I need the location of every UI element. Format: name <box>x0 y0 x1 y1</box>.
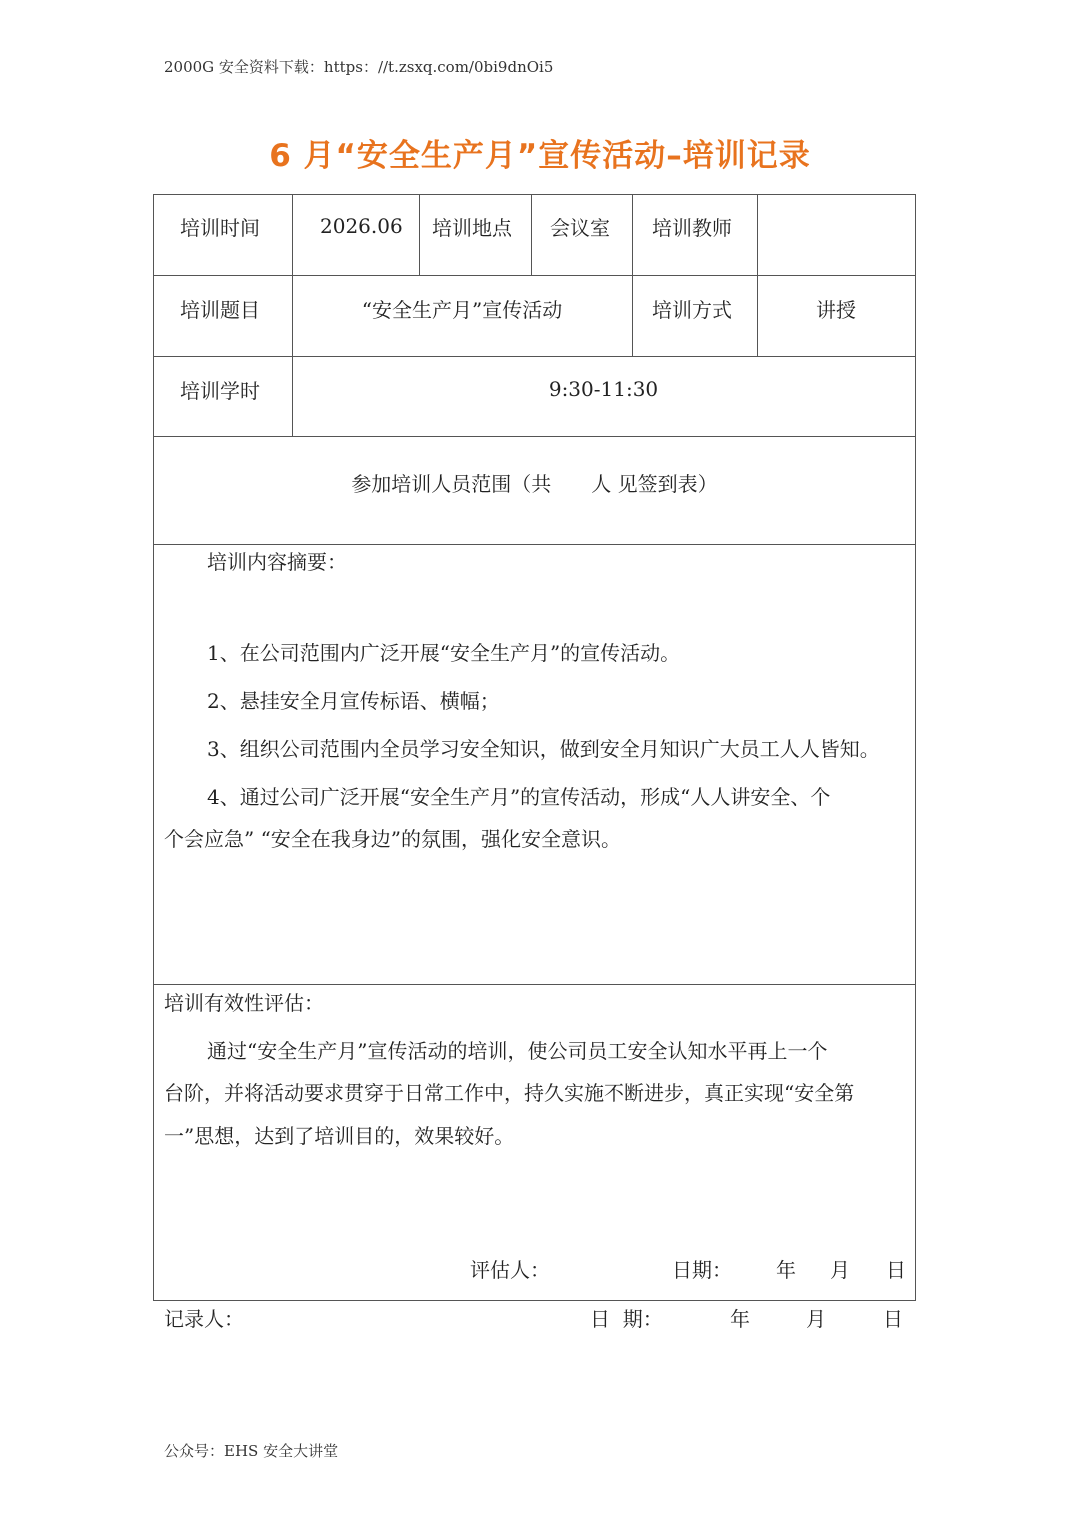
training-hours-value: 9:30-11:30 <box>548 377 659 401</box>
content-item: 1、在公司范围内广泛开展“安全生产月”的宣传活动。 <box>207 641 681 665</box>
training-place-value: 会议室 <box>550 216 610 240</box>
training-topic-label: 培训题目 <box>180 298 260 322</box>
training-method-value: 讲授 <box>816 298 856 322</box>
evaluation-line: 通过“安全生产月”宣传活动的培训，使公司员工安全认知水平再上一个 <box>207 1039 828 1063</box>
evaluator-label: 评估人： <box>470 1258 550 1282</box>
training-time-label: 培训时间 <box>180 216 260 240</box>
training-method-label: 培训方式 <box>652 298 732 322</box>
participants-scope: 参加培训人员范围（共 人 见签到表） <box>351 472 718 496</box>
content-summary-label: 培训内容摘要： <box>207 550 347 574</box>
record-date-label: 日 期： <box>590 1307 663 1331</box>
evaluation-line: 一”思想，达到了培训目的，效果较好。 <box>164 1124 515 1148</box>
evaluation-month: 月 <box>830 1258 850 1282</box>
content-item: 3、组织公司范围内全员学习安全知识，做到安全月知识广大员工人人皆知。 <box>207 737 880 761</box>
content-item: 4、通过公司广泛开展“安全生产月”的宣传活动，形成“人人讲安全、个 <box>207 785 831 809</box>
training-teacher-label: 培训教师 <box>652 216 732 240</box>
evaluation-year: 年 <box>776 1258 796 1282</box>
page-title: 6 月“安全生产月”宣传活动–培训记录 <box>269 138 811 174</box>
record-month: 月 <box>806 1307 826 1331</box>
evaluation-label: 培训有效性评估： <box>164 991 324 1015</box>
record-year: 年 <box>730 1307 750 1331</box>
evaluation-day: 日 <box>886 1258 906 1282</box>
source-header: 2000G 安全资料下载：https：//t.zsxq.com/0bi9dnOi5 <box>164 58 554 76</box>
training-topic-value: “安全生产月”宣传活动 <box>361 298 563 322</box>
content-item-continued: 个会应急” “安全在我身边”的氛围，强化安全意识。 <box>164 827 622 851</box>
recorder-label: 记录人： <box>164 1307 244 1331</box>
evaluation-date-label: 日期： <box>672 1258 732 1282</box>
record-day: 日 <box>883 1307 903 1331</box>
footer-text: 公众号：EHS 安全大讲堂 <box>164 1442 339 1460</box>
content-item: 2、悬挂安全月宣传标语、横幅； <box>207 689 500 713</box>
training-time-value: 2026.06 <box>320 214 403 238</box>
training-hours-label: 培训学时 <box>180 379 260 403</box>
evaluation-line: 台阶，并将活动要求贯穿于日常工作中，持久实施不断进步，真正实现“安全第 <box>164 1081 855 1105</box>
training-place-label: 培训地点 <box>432 216 512 240</box>
